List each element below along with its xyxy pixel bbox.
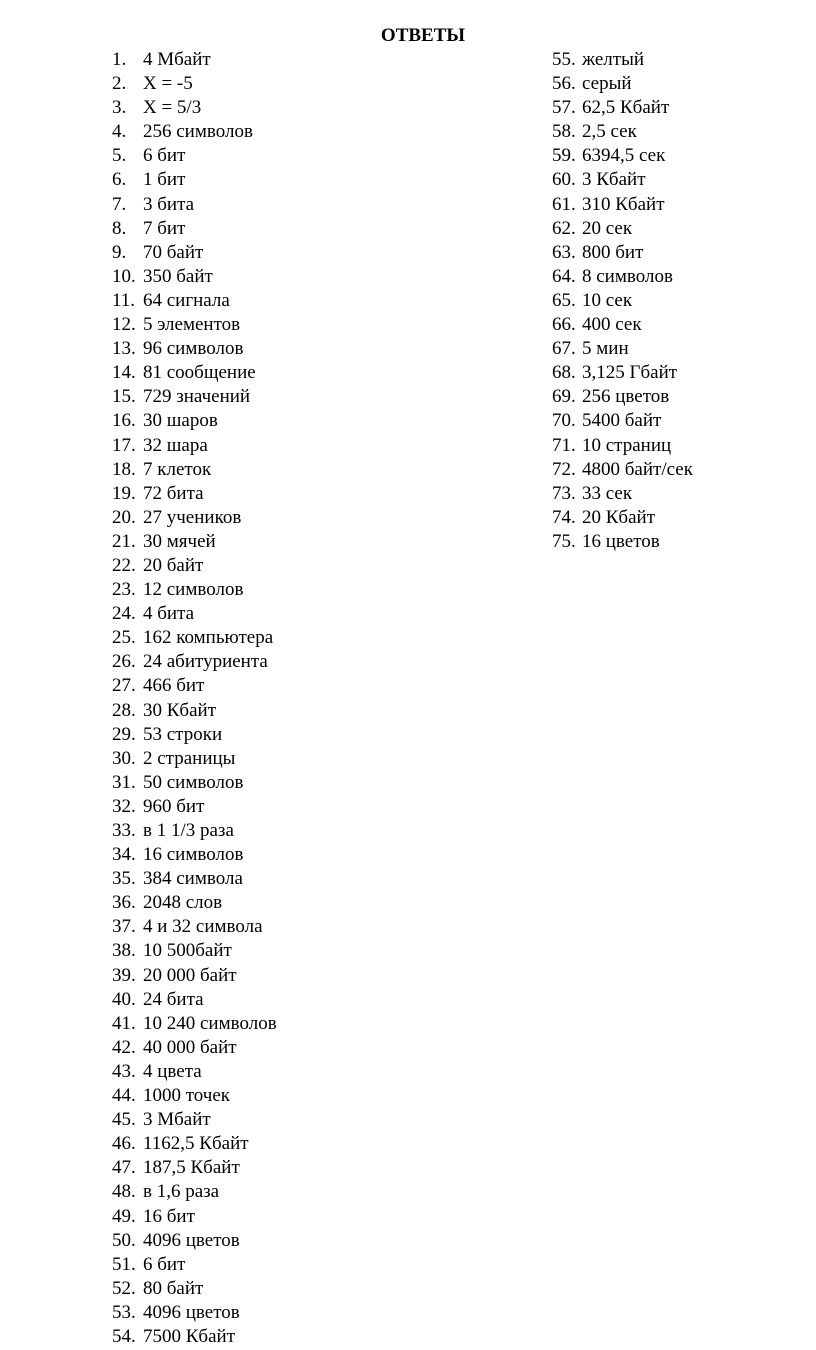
answer-text: 8 символов [582, 265, 673, 287]
answer-text: 7 клеток [143, 458, 212, 480]
answer-text: 256 цветов [582, 386, 670, 408]
answer-number: 74. [552, 506, 576, 528]
answer-number: 43. [112, 1060, 136, 1082]
answer-item [112, 337, 277, 361]
answer-text: 4 цвета [143, 1060, 202, 1082]
answer-number: 46. [112, 1133, 136, 1155]
answer-text: 20 байт [143, 554, 204, 576]
answer-item [112, 891, 277, 915]
answer-item [112, 1108, 277, 1132]
answer-text: 729 значений [143, 386, 251, 408]
answer-number: 60. [552, 169, 576, 191]
answer-number: 26. [112, 651, 136, 673]
answer-item [112, 217, 277, 241]
answer-text: 6 бит [143, 1253, 186, 1275]
answer-number: 15. [112, 386, 136, 408]
answer-number: 61. [552, 193, 576, 215]
answer-text: X = -5 [143, 73, 193, 95]
answer-number: 5. [112, 145, 127, 167]
answer-number: 54. [112, 1325, 136, 1347]
answer-item [112, 434, 277, 458]
answer-number: 10. [112, 265, 136, 287]
answer-text: 350 байт [143, 265, 213, 287]
answer-number: 51. [112, 1253, 136, 1275]
answer-number: 28. [112, 699, 136, 721]
answer-number: 29. [112, 723, 136, 745]
answer-text: 40 000 байт [143, 1036, 237, 1058]
answer-number: 68. [552, 362, 576, 384]
answer-number: 1. [112, 49, 127, 70]
answer-text: 4096 цветов [143, 1229, 240, 1251]
answer-item [112, 747, 277, 771]
answer-text: 3,125 Гбайт [582, 362, 678, 384]
answer-number: 58. [552, 121, 576, 143]
answer-text: 400 сек [582, 314, 642, 336]
answer-text: 1000 точек [143, 1085, 231, 1107]
answer-item [112, 650, 277, 674]
answer-text: 1162,5 Кбайт [143, 1133, 249, 1155]
answer-item [112, 1277, 277, 1301]
answer-item [552, 193, 693, 217]
answer-item [552, 385, 693, 409]
answer-number: 59. [552, 145, 576, 167]
answer-text: 27 учеников [143, 506, 242, 528]
answer-text: 4096 цветов [143, 1301, 240, 1323]
answer-text: 2,5 сек [582, 121, 637, 143]
answer-text: 310 Кбайт [582, 193, 665, 215]
answer-number: 37. [112, 916, 136, 938]
answer-number: 8. [112, 217, 127, 239]
answer-number: 31. [112, 771, 136, 793]
answer-item [112, 554, 277, 578]
answer-number: 73. [552, 482, 576, 504]
answer-text: 70 байт [143, 241, 204, 263]
answers-list-right [552, 48, 693, 554]
answer-number: 70. [552, 410, 576, 432]
answer-text: 3 бита [143, 193, 195, 215]
answer-text: 20 Кбайт [582, 506, 655, 528]
answer-item [552, 217, 693, 241]
answer-item [552, 434, 693, 458]
answer-number: 65. [552, 289, 576, 311]
answer-text: 800 бит [582, 241, 644, 263]
answer-number: 75. [552, 530, 576, 552]
answer-text: 16 цветов [582, 530, 660, 552]
answer-text: 960 бит [143, 795, 205, 817]
answer-number: 42. [112, 1036, 136, 1058]
answer-item [552, 313, 693, 337]
answer-number: 22. [112, 554, 136, 576]
answer-item [112, 1084, 277, 1108]
answer-number: 4. [112, 121, 127, 143]
answer-number: 9. [112, 241, 127, 263]
answer-item [112, 1156, 277, 1180]
answer-item [112, 168, 277, 192]
answer-number: 34. [112, 844, 136, 866]
answer-text: 64 сигнала [143, 289, 230, 311]
answer-number: 12. [112, 314, 136, 336]
answer-text: в 1 1/3 раза [143, 820, 234, 841]
answer-item [112, 723, 277, 747]
answer-item [552, 337, 693, 361]
answer-item [112, 867, 277, 891]
answer-item [552, 72, 693, 96]
answer-number: 23. [112, 579, 136, 601]
answer-number: 16. [112, 410, 136, 432]
answer-item [112, 72, 277, 96]
answer-item [552, 120, 693, 144]
answer-text: 10 сек [582, 289, 633, 311]
answer-number: 57. [552, 97, 576, 119]
answer-item [552, 409, 693, 433]
answer-item [552, 530, 693, 554]
answer-item [112, 964, 277, 988]
answer-number: 2. [112, 73, 127, 95]
answer-text: 10 240 символов [143, 1012, 277, 1034]
answer-text: 7500 Кбайт [143, 1325, 235, 1347]
answer-text: желтый [582, 49, 645, 70]
answer-number: 18. [112, 458, 136, 480]
answer-number: 47. [112, 1157, 136, 1179]
answer-number: 63. [552, 241, 576, 263]
answer-item [112, 265, 277, 289]
answer-number: 66. [552, 314, 576, 336]
answer-item [112, 602, 277, 626]
answer-item [112, 1325, 277, 1349]
answer-item [552, 96, 693, 120]
answer-item [552, 289, 693, 313]
answer-item [112, 1205, 277, 1229]
answer-item [552, 144, 693, 168]
answer-number: 25. [112, 627, 136, 649]
answer-text: 2 страницы [143, 747, 236, 769]
answer-number: 30. [112, 747, 136, 769]
answer-number: 33. [112, 820, 136, 841]
answer-text: 2048 слов [143, 892, 223, 914]
answer-item [112, 626, 277, 650]
answer-text: 4 и 32 символа [143, 916, 263, 938]
answer-item [112, 578, 277, 602]
answer-number: 17. [112, 434, 136, 456]
answer-number: 64. [552, 265, 576, 287]
answer-text: 4 Мбайт [143, 49, 211, 70]
answer-item [112, 530, 277, 554]
answer-number: 32. [112, 795, 136, 817]
answer-item [112, 193, 277, 217]
answer-item [552, 48, 693, 72]
answer-item [112, 506, 277, 530]
answer-text: 30 Кбайт [143, 699, 216, 721]
answer-number: 36. [112, 892, 136, 914]
answer-item [112, 1132, 277, 1156]
answer-text: 62,5 Кбайт [582, 97, 670, 119]
answer-text: 7 бит [143, 217, 186, 239]
answer-number: 27. [112, 675, 136, 697]
answer-number: 44. [112, 1085, 136, 1107]
answer-text: 10 500байт [143, 940, 232, 962]
answer-number: 53. [112, 1301, 136, 1323]
answer-item [112, 48, 277, 72]
answer-number: 11. [112, 289, 136, 311]
answer-number: 38. [112, 940, 136, 962]
answer-text: 20 000 байт [143, 964, 237, 986]
answer-text: 5400 байт [582, 410, 662, 432]
answer-text: 1 бит [143, 169, 186, 191]
page-title: ОТВЕТЫ [380, 25, 466, 46]
answer-text: 80 байт [143, 1277, 204, 1299]
answer-text: 162 компьютера [143, 627, 274, 649]
answer-text: 16 бит [143, 1205, 195, 1227]
answer-text: в 1,6 раза [143, 1181, 220, 1203]
answer-number: 67. [552, 338, 576, 360]
answer-text: 256 символов [143, 121, 253, 143]
answer-text: 10 страниц [582, 434, 672, 456]
answer-text: 24 абитуриента [143, 651, 268, 673]
answer-item [112, 915, 277, 939]
answer-item [112, 1253, 277, 1277]
answer-number: 45. [112, 1109, 136, 1131]
answer-item [112, 771, 277, 795]
answer-text: 5 элементов [143, 314, 241, 336]
answer-item [112, 1060, 277, 1084]
answer-number: 7. [112, 193, 127, 215]
answer-text: 33 сек [582, 482, 633, 504]
answer-number: 19. [112, 482, 136, 504]
answer-number: 50. [112, 1229, 136, 1251]
answer-item [112, 120, 277, 144]
answer-item [112, 289, 277, 313]
answer-text: 3 Кбайт [582, 169, 646, 191]
answer-item [552, 361, 693, 385]
answer-text: 6394,5 сек [582, 145, 666, 167]
answer-item [112, 458, 277, 482]
answer-text: 6 бит [143, 145, 186, 167]
answer-item [552, 506, 693, 530]
answer-number: 3. [112, 97, 127, 119]
answer-item [112, 1301, 277, 1325]
answer-item [112, 1036, 277, 1060]
answer-text: 187,5 Кбайт [143, 1157, 240, 1179]
answer-text: серый [582, 73, 632, 95]
answer-item [112, 1180, 277, 1204]
answer-item [112, 843, 277, 867]
answer-text: 72 бита [143, 482, 204, 504]
answer-text: 50 символов [143, 771, 244, 793]
answer-item [112, 795, 277, 819]
answer-number: 41. [112, 1012, 136, 1034]
answer-item [552, 168, 693, 192]
answer-text: 466 бит [143, 675, 205, 697]
answer-text: 81 сообщение [143, 362, 256, 384]
answer-number: 48. [112, 1181, 136, 1203]
answer-item [112, 409, 277, 433]
answer-text: 4 бита [143, 603, 195, 625]
answer-number: 24. [112, 603, 136, 625]
answer-item [552, 458, 693, 482]
answers-list-left [112, 48, 277, 1349]
answer-number: 49. [112, 1205, 136, 1227]
answer-item [112, 361, 277, 385]
answer-item [552, 241, 693, 265]
answer-number: 39. [112, 964, 136, 986]
answer-number: 55. [552, 49, 576, 70]
answer-item [112, 144, 277, 168]
answer-number: 52. [112, 1277, 136, 1299]
answer-item [112, 313, 277, 337]
answer-item [112, 674, 277, 698]
answer-item [112, 939, 277, 963]
answer-item [552, 265, 693, 289]
answer-text: 12 символов [143, 579, 244, 601]
answer-text: 5 мин [582, 338, 629, 360]
answer-item [112, 482, 277, 506]
answer-number: 62. [552, 217, 576, 239]
answer-number: 71. [552, 434, 576, 456]
answer-number: 6. [112, 169, 127, 191]
answer-item [552, 482, 693, 506]
answer-item [112, 1012, 277, 1036]
answer-item [112, 241, 277, 265]
answer-item [112, 699, 277, 723]
answer-text: 384 символа [143, 868, 243, 890]
answer-text: 24 бита [143, 988, 204, 1010]
answer-item [112, 96, 277, 120]
answer-number: 56. [552, 73, 576, 95]
answer-text: 3 Мбайт [143, 1109, 211, 1131]
answer-text: 20 сек [582, 217, 633, 239]
answer-number: 35. [112, 868, 136, 890]
answer-text: 4800 байт/сек [582, 458, 693, 480]
answer-text: 16 символов [143, 844, 244, 866]
answer-text: X = 5/3 [143, 97, 202, 119]
answer-number: 69. [552, 386, 576, 408]
answer-text: 30 шаров [143, 410, 218, 432]
answer-number: 21. [112, 530, 136, 552]
answer-item [112, 1229, 277, 1253]
answer-item [112, 988, 277, 1012]
answer-text: 53 строки [143, 723, 223, 745]
answer-item [112, 819, 277, 843]
answer-item [112, 385, 277, 409]
answer-number: 20. [112, 506, 136, 528]
answer-number: 40. [112, 988, 136, 1010]
answer-text: 96 символов [143, 338, 244, 360]
answer-number: 14. [112, 362, 136, 384]
answer-number: 13. [112, 338, 136, 360]
answer-text: 32 шара [143, 434, 208, 456]
answer-number: 72. [552, 458, 576, 480]
answer-text: 30 мячей [143, 530, 216, 552]
